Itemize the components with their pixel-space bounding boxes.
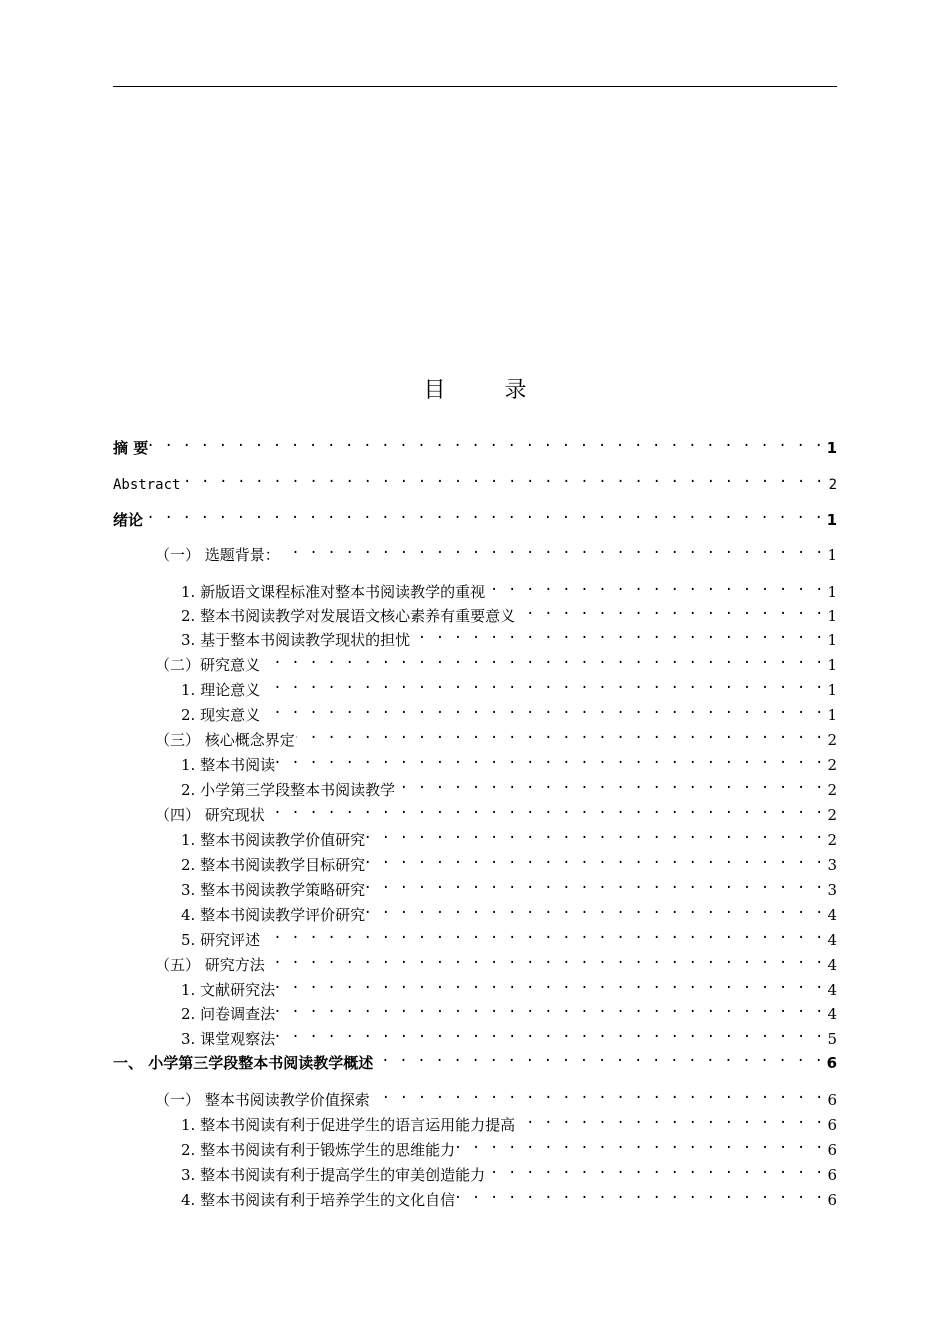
toc-page-number: 6 [827,1141,837,1159]
toc-entry-label: 4. 整本书阅读教学评价研究 [181,906,366,924]
toc-entry-label: 2. 整本书阅读有利于锻炼学生的思维能力 [181,1141,456,1159]
toc-entry-label: 1. 新版语文课程标准对整本书阅读教学的重视 [181,583,486,601]
toc-page-number: 3 [827,856,837,874]
toc-entry-label: 一、 小学第三学段整本书阅读教学概述 [113,1054,374,1072]
toc-page-number: 6 [827,1091,837,1109]
toc-entry-chapter[interactable] [113,1046,837,1072]
toc-leader [366,848,824,870]
toc-entry-label: 2. 整本书阅读教学对发展语文核心素养有重要意义 [181,607,516,625]
toc-leader [456,1133,824,1155]
toc-entry-label: 1. 理论意义 [181,681,261,699]
toc-entry-label: 2. 问卷调查法 [181,1005,276,1023]
toc-entry-label: 2. 小学第三学段整本书阅读教学 [181,781,396,799]
toc-entry-abstract-en[interactable] [113,467,837,493]
toc-entry-abstract-cn[interactable] [113,431,837,457]
toc-entry-subsection[interactable] [181,923,837,949]
toc-leader [281,538,824,560]
toc-leader [396,773,824,795]
toc-page-number: 2 [827,806,837,824]
toc-leader [261,673,824,695]
toc-entry-section[interactable] [155,1083,837,1109]
toc-leader [261,648,824,670]
toc-entry-subsection[interactable] [181,575,837,601]
toc-entry-label: （一） 整本书阅读教学价值探索 [155,1091,370,1109]
toc-entry-section[interactable] [155,648,837,674]
toc-page-number: 3 [827,881,837,899]
toc-entry-subsection[interactable] [181,748,837,774]
toc-entry-label: 1. 整本书阅读教学价值研究 [181,831,366,849]
toc-page-number: 2 [827,756,837,774]
toc-page-number: 1 [826,511,837,529]
toc-entry-section[interactable] [155,948,837,974]
toc-entry-label: （一） 选题背景： [155,546,280,564]
toc-leader [276,973,824,995]
toc-leader [411,623,824,645]
toc-page-number: 1 [827,546,837,564]
toc-entry-label: 摘 要 [113,439,149,457]
toc-leader [266,798,824,820]
toc-page-number: 1 [827,631,837,649]
toc-page-number: 1 [827,681,837,699]
toc-entry-label: 2. 现实意义 [181,706,261,724]
toc-page-number: 5 [827,1030,837,1048]
toc-entry-subsection[interactable] [181,773,837,799]
toc-entry-subsection[interactable] [181,673,837,699]
toc-page-number: 4 [827,981,837,999]
toc-entry-label: 绪论 [113,511,144,529]
toc-leader [456,1183,824,1205]
toc-entry-label: 5. 研究评述 [181,931,261,949]
toc-entry-label: （五） 研究方法 [155,956,265,974]
toc-leader [276,997,824,1019]
toc-leader [516,599,824,621]
toc-entry-label: 3. 基于整本书阅读教学现状的担忧 [181,631,411,649]
toc-leader [516,1108,824,1130]
toc-entry-label: 3. 课堂观察法 [181,1030,276,1048]
toc-entry-subsection[interactable] [181,997,837,1023]
toc-entry-subsection[interactable] [181,698,837,724]
toc-entry-label: 3. 整本书阅读教学策略研究 [181,881,366,899]
toc-entry-label: 1. 文献研究法 [181,981,276,999]
toc-entry-section[interactable] [155,798,837,824]
toc-entry-subsection[interactable] [181,873,837,899]
toc-page-number: 2 [827,831,837,849]
toc-entry-label: 2. 整本书阅读教学目标研究 [181,856,366,874]
toc-leader [296,723,824,745]
toc-page-number: 2 [827,781,837,799]
toc-leader [486,575,824,597]
toc-entry-label: （三） 核心概念界定 [155,731,295,749]
toc-leader [276,1022,824,1044]
toc-page-number: 2 [827,731,837,749]
toc-page-number: 4 [827,1005,837,1023]
toc-entry-subsection[interactable] [181,1183,837,1209]
toc-entry-introduction[interactable] [113,503,837,529]
toc-entry-section[interactable] [155,538,837,564]
toc-entry-label: Abstract [113,477,181,493]
toc-page-number: 6 [827,1191,837,1209]
toc-page-number: 4 [827,931,837,949]
toc-page-number: 6 [827,1166,837,1184]
toc-page-number: 1 [827,607,837,625]
toc-page-number: 4 [827,956,837,974]
toc-leader [374,1046,823,1068]
toc-entry-subsection[interactable] [181,1158,837,1184]
toc-page-number: 2 [828,477,837,493]
page-title: 目 录 [423,378,553,403]
toc-entry-label: 4. 整本书阅读有利于培养学生的文化自信 [181,1191,456,1209]
toc-leader [276,748,824,770]
toc-entry-label: 1. 整本书阅读有利于促进学生的语言运用能力提高 [181,1116,516,1134]
toc-leader [366,898,824,920]
toc-page-number: 1 [827,706,837,724]
toc-leader [371,1083,824,1105]
toc-entry-subsection[interactable] [181,599,837,625]
toc-entry-subsection[interactable] [181,973,837,999]
toc-leader [149,431,823,453]
toc-entry-subsection[interactable] [181,623,837,649]
toc-leader [266,948,824,970]
toc-page-number: 1 [827,656,837,674]
toc-page-number: 1 [827,583,837,601]
toc-page-number: 6 [827,1116,837,1134]
toc-entry-label: 1. 整本书阅读 [181,756,276,774]
toc-page-number: 4 [827,906,837,924]
toc-leader [366,873,824,895]
toc-entry-label: 3. 整本书阅读有利于提高学生的审美创造能力 [181,1166,486,1184]
toc-leader [366,823,824,845]
toc-entry-label: （二）研究意义 [155,656,261,674]
toc-entry-subsection[interactable] [181,848,837,874]
toc-leader [144,503,824,525]
toc-entry-subsection[interactable] [181,1133,837,1159]
toc-entry-section[interactable] [155,723,837,749]
toc-entry-subsection[interactable] [181,1022,837,1048]
toc-entry-label: （四） 研究现状 [155,806,265,824]
toc-page-number: 6 [826,1054,837,1072]
toc-leader [181,467,824,489]
toc-leader [261,923,824,945]
toc-entry-subsection[interactable] [181,823,837,849]
toc-page-number: 1 [826,439,837,457]
toc-leader [486,1158,824,1180]
toc-entry-subsection[interactable] [181,1108,837,1134]
toc-leader [261,698,824,720]
toc-entry-subsection[interactable] [181,898,837,924]
